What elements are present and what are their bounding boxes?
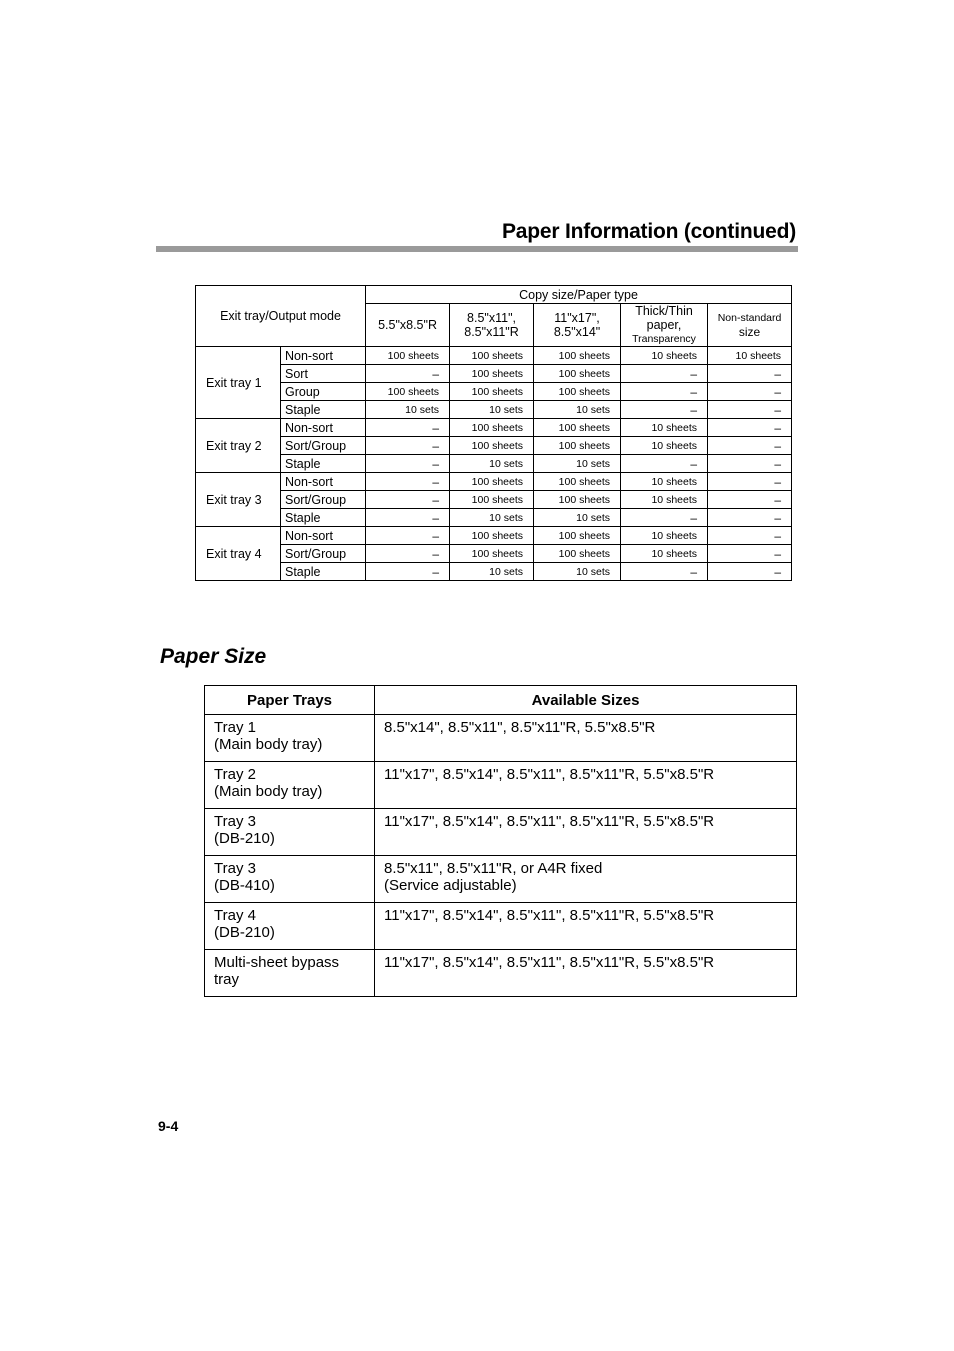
column-header: Non-standard size (708, 304, 792, 347)
capacity-cell: – (708, 455, 792, 473)
section-heading: Paper Size (160, 645, 267, 668)
capacity-cell: 100 sheets (450, 437, 534, 455)
table-row (205, 715, 797, 762)
column-header-paper-trays: Paper Trays (205, 686, 375, 715)
capacity-cell: 100 sheets (534, 491, 621, 509)
tray-cell: Tray 2 (Main body tray) (205, 762, 375, 809)
exit-tray-label: Exit tray 4 (196, 527, 281, 581)
capacity-cell: – (708, 545, 792, 563)
capacity-cell: 10 sets (534, 509, 621, 527)
column-header: 11"x17", 8.5"x14" (534, 304, 621, 347)
output-mode-label: Staple (281, 563, 366, 581)
output-mode-label: Staple (281, 401, 366, 419)
capacity-cell: – (708, 419, 792, 437)
output-mode-label: Staple (281, 509, 366, 527)
capacity-cell: – (366, 527, 450, 545)
sizes-cell: 8.5"x14", 8.5"x11", 8.5"x11"R, 5.5"x8.5"R (375, 715, 797, 762)
table-row (205, 762, 797, 809)
capacity-cell: – (366, 509, 450, 527)
sizes-cell: 11"x17", 8.5"x14", 8.5"x11", 8.5"x11"R, 5.5"x8.5"R (375, 950, 797, 997)
table-row (196, 563, 792, 581)
table-row (196, 419, 792, 437)
capacity-cell: 10 sheets (621, 491, 708, 509)
capacity-cell: 10 sets (450, 563, 534, 581)
capacity-cell: 10 sets (450, 509, 534, 527)
output-capacity-table (195, 285, 792, 581)
capacity-cell: – (366, 563, 450, 581)
capacity-cell: 100 sheets (534, 473, 621, 491)
table-row (196, 401, 792, 419)
capacity-cell: 10 sets (534, 455, 621, 473)
capacity-cell: 100 sheets (450, 347, 534, 365)
capacity-cell: 100 sheets (450, 527, 534, 545)
capacity-cell: – (621, 563, 708, 581)
capacity-cell: 100 sheets (366, 383, 450, 401)
output-mode-label: Sort/Group (281, 545, 366, 563)
capacity-cell: 10 sets (534, 563, 621, 581)
capacity-cell: – (366, 545, 450, 563)
tray-cell: Tray 4 (DB-210) (205, 903, 375, 950)
capacity-cell: 100 sheets (534, 365, 621, 383)
capacity-cell: 100 sheets (450, 545, 534, 563)
output-mode-label: Sort/Group (281, 491, 366, 509)
capacity-cell: – (366, 365, 450, 383)
capacity-cell: 10 sheets (708, 347, 792, 365)
table-row (196, 491, 792, 509)
capacity-cell: – (366, 455, 450, 473)
page-title: Paper Information (continued) (501, 220, 796, 243)
capacity-cell: – (621, 365, 708, 383)
output-table-body (196, 347, 792, 581)
sizes-cell: 8.5"x11", 8.5"x11"R, or A4R fixed (Service adjustable) (375, 856, 797, 903)
capacity-cell: 100 sheets (534, 383, 621, 401)
capacity-cell: 10 sets (450, 401, 534, 419)
capacity-cell: 100 sheets (450, 365, 534, 383)
table-row (196, 527, 792, 545)
tray-cell: Tray 3 (DB-210) (205, 809, 375, 856)
table-row (196, 437, 792, 455)
sizes-cell: 11"x17", 8.5"x14", 8.5"x11", 8.5"x11"R, 5.5"x8.5"R (375, 903, 797, 950)
table-row (196, 473, 792, 491)
corner-label: Exit tray/Output mode (196, 286, 366, 347)
capacity-cell: – (708, 509, 792, 527)
table-row (196, 383, 792, 401)
capacity-cell: 10 sheets (621, 419, 708, 437)
capacity-cell: 100 sheets (450, 383, 534, 401)
capacity-cell: – (708, 473, 792, 491)
table-header-row (205, 686, 797, 715)
capacity-cell: 10 sets (366, 401, 450, 419)
table-row (196, 545, 792, 563)
capacity-cell: 10 sheets (621, 437, 708, 455)
output-mode-label: Group (281, 383, 366, 401)
capacity-cell: 100 sheets (534, 347, 621, 365)
capacity-cell: 100 sheets (450, 473, 534, 491)
capacity-cell: – (366, 437, 450, 455)
output-mode-label: Non-sort (281, 347, 366, 365)
column-header: 5.5"x8.5"R (366, 304, 450, 347)
capacity-cell: 10 sheets (621, 473, 708, 491)
capacity-cell: 100 sheets (534, 545, 621, 563)
capacity-cell: 100 sheets (450, 419, 534, 437)
group-header: Copy size/Paper type (366, 286, 792, 304)
output-mode-label: Non-sort (281, 527, 366, 545)
capacity-cell: – (708, 383, 792, 401)
capacity-cell: – (621, 383, 708, 401)
output-mode-label: Non-sort (281, 473, 366, 491)
output-mode-label: Sort/Group (281, 437, 366, 455)
capacity-cell: – (621, 455, 708, 473)
output-mode-label: Staple (281, 455, 366, 473)
capacity-cell: – (366, 419, 450, 437)
sizes-cell: 11"x17", 8.5"x14", 8.5"x11", 8.5"x11"R, 5.5"x8.5"R (375, 762, 797, 809)
capacity-cell: – (708, 401, 792, 419)
column-header: 8.5"x11", 8.5"x11"R (450, 304, 534, 347)
capacity-cell: 10 sets (450, 455, 534, 473)
capacity-cell: – (366, 491, 450, 509)
paper-size-table-body (205, 715, 797, 997)
capacity-cell: – (708, 365, 792, 383)
exit-tray-label: Exit tray 1 (196, 347, 281, 419)
capacity-cell: 100 sheets (450, 491, 534, 509)
sizes-cell: 11"x17", 8.5"x14", 8.5"x11", 8.5"x11"R, 5.5"x8.5"R (375, 809, 797, 856)
table-row (205, 903, 797, 950)
capacity-cell: 100 sheets (366, 347, 450, 365)
capacity-cell: – (708, 491, 792, 509)
output-mode-label: Sort (281, 365, 366, 383)
tray-cell: Tray 3 (DB-410) (205, 856, 375, 903)
table-row (205, 856, 797, 903)
capacity-cell: 100 sheets (534, 419, 621, 437)
capacity-cell: – (621, 509, 708, 527)
table-header-row (196, 286, 792, 304)
column-header: Thick/Thin paper, Transparency (621, 304, 708, 347)
capacity-cell: 10 sheets (621, 545, 708, 563)
capacity-cell: – (708, 527, 792, 545)
tray-cell: Tray 1 (Main body tray) (205, 715, 375, 762)
exit-tray-label: Exit tray 2 (196, 419, 281, 473)
table-row (196, 347, 792, 365)
table-row (205, 950, 797, 997)
capacity-cell: 100 sheets (534, 437, 621, 455)
table-row (196, 455, 792, 473)
title-rule (156, 246, 798, 252)
output-mode-label: Non-sort (281, 419, 366, 437)
capacity-cell: – (621, 401, 708, 419)
exit-tray-label: Exit tray 3 (196, 473, 281, 527)
capacity-cell: 100 sheets (534, 527, 621, 545)
capacity-cell: 10 sets (534, 401, 621, 419)
page-number: 9-4 (158, 1118, 179, 1134)
column-header-available-sizes: Available Sizes (375, 686, 797, 715)
capacity-cell: – (708, 437, 792, 455)
capacity-cell: 10 sheets (621, 347, 708, 365)
capacity-cell: – (366, 473, 450, 491)
capacity-cell: 10 sheets (621, 527, 708, 545)
tray-cell: Multi-sheet bypass tray (205, 950, 375, 997)
table-row (196, 365, 792, 383)
table-row (196, 509, 792, 527)
table-row (205, 809, 797, 856)
capacity-cell: – (708, 563, 792, 581)
paper-size-table (204, 685, 797, 997)
